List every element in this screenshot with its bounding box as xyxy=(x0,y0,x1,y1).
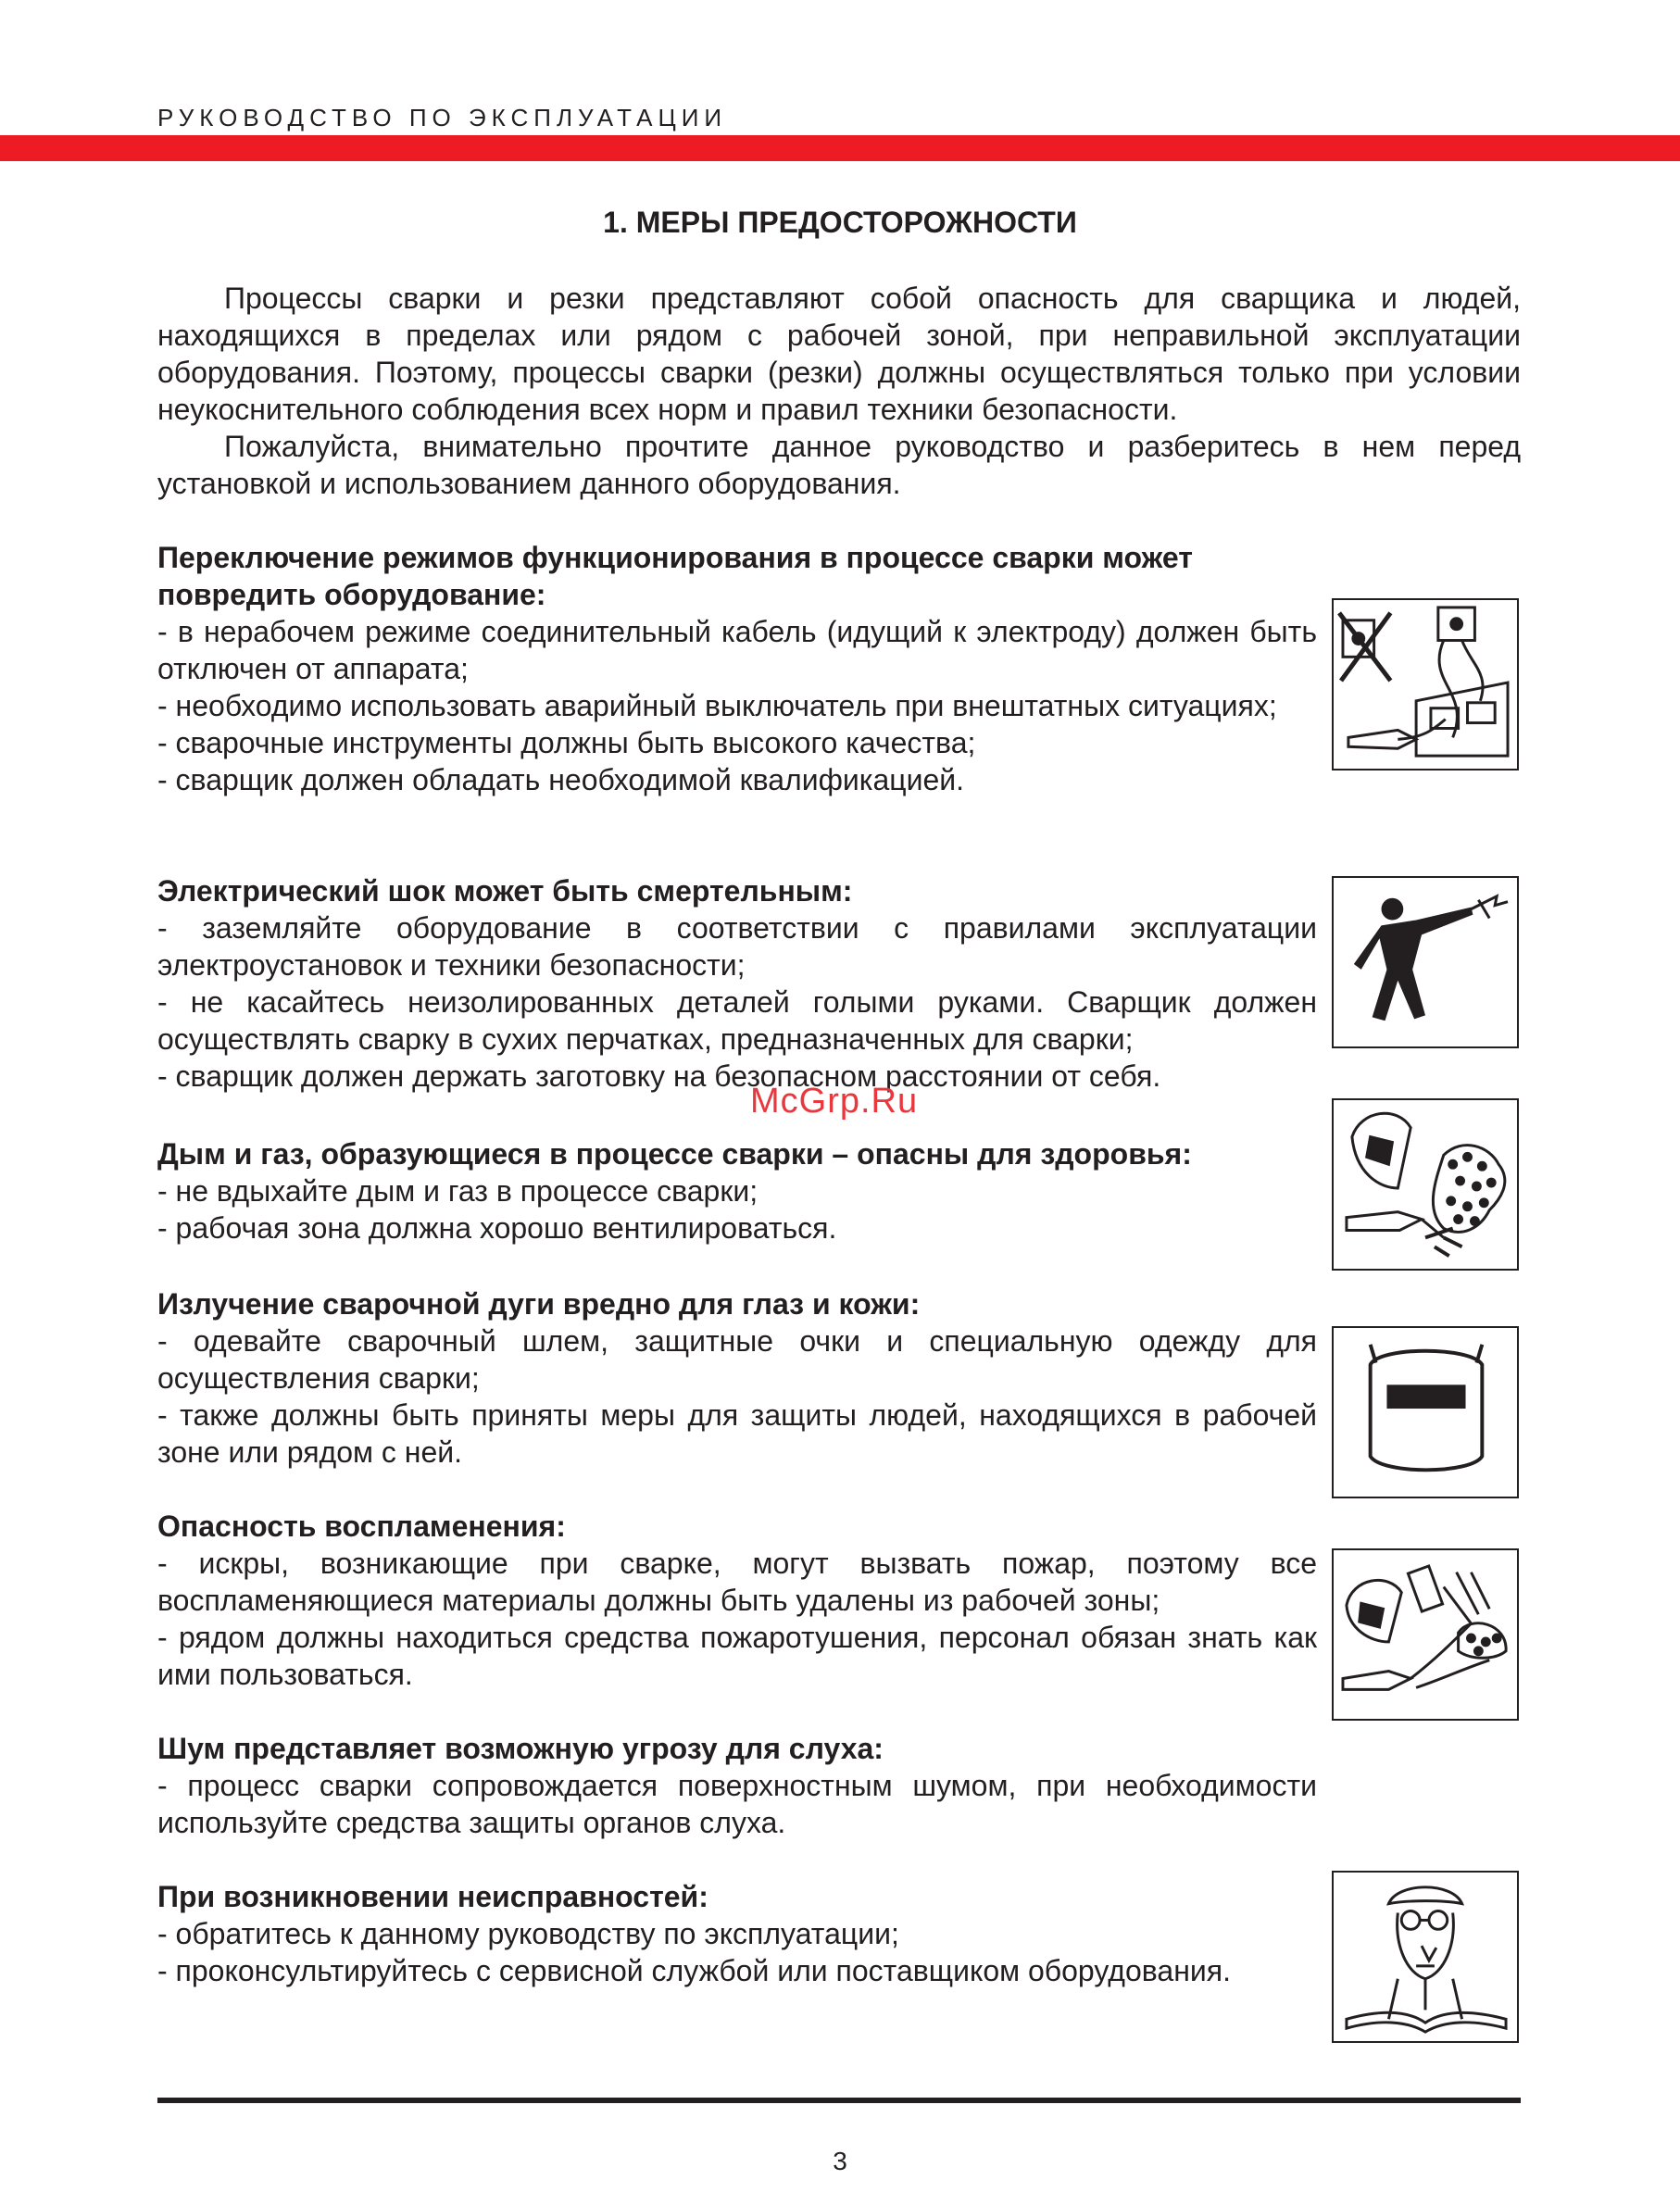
list-item: - сварщик должен держать заготовку на безопасном расстоянии от себя. xyxy=(157,1059,1161,1093)
list-item: - одевайте сварочный шлем, защитные очки и специальную одежду для осуществления сварки; xyxy=(157,1324,1317,1395)
section-fumes xyxy=(157,1135,1317,1247)
list-item: - искры, возникающие при сварке, могут вызвать пожар, поэтому все воспламеняющиеся материалы должны быть удалены из рабочей зоны; xyxy=(157,1547,1317,1617)
watermark: McGrp.Ru xyxy=(750,1082,919,1121)
welding-helmet-icon xyxy=(1332,1326,1519,1498)
welding-fumes-icon xyxy=(1332,1098,1519,1271)
section-fire-hazard xyxy=(157,1508,1317,1693)
list-item: - рядом должны находиться средства пожаротушения, персонал обязан знать как ими пользоваться. xyxy=(157,1621,1317,1691)
section-heading: Опасность воспламенения: xyxy=(157,1510,566,1543)
fire-hazard-icon xyxy=(1332,1548,1519,1721)
list-item: - заземляйте оборудование в соответствии с правилами эксплуатации электроустановок и техники безопасности; xyxy=(157,911,1317,982)
section-heading: Шум представляет возможную угрозу для слуха: xyxy=(157,1732,884,1765)
section-mode-switching xyxy=(157,539,1317,798)
list-item: - сварочные инструменты должны быть высокого качества; xyxy=(157,726,976,759)
section-heading: Излучение сварочной дуги вредно для глаз и кожи: xyxy=(157,1287,921,1321)
list-item: - сварщик должен обладать необходимой квалификацией. xyxy=(157,763,965,796)
footer-rule xyxy=(157,2098,1521,2103)
read-manual-icon xyxy=(1332,1871,1519,2043)
intro-paragraph: Процессы сварки и резки представляют собой опасность для сварщика и людей, находящихся в пределах или рядом с рабочей зоной, при неправильной эксплуатации оборудования. Поэтому, процессы сварки (резки) должны осуществляться только при условии неукоснительного соблюдения всех норм и правил техники безопасности. xyxy=(157,282,1521,426)
intro-text xyxy=(157,280,1521,502)
page-title: 1. МЕРЫ ПРЕДОСТОРОЖНОСТИ xyxy=(603,206,1077,239)
list-item: - процесс сварки сопровождается поверхностным шумом, при необходимости используйте средства защиты органов слуха. xyxy=(157,1769,1317,1839)
running-header: РУКОВОДСТВО ПО ЭКСПЛУАТАЦИИ xyxy=(157,104,728,132)
list-item: - рабочая зона должна хорошо вентилироваться. xyxy=(157,1211,837,1245)
page-number: 3 xyxy=(833,2147,847,2175)
section-heading: Электрический шок может быть смертельным: xyxy=(157,874,853,908)
section-noise xyxy=(157,1730,1317,1841)
list-item: - в нерабочем режиме соединительный кабель (идущий к электроду) должен быть отключен от аппарата; xyxy=(157,615,1317,685)
list-item: - необходимо использовать аварийный выключатель при внештатных ситуациях; xyxy=(157,689,1277,722)
section-heading: Переключение режимов функционирования в процессе сварки может повредить оборудование: xyxy=(157,541,1193,611)
list-item: - также должны быть приняты меры для защиты людей, находящихся в рабочей зоне или рядом с ней. xyxy=(157,1398,1317,1469)
section-malfunctions xyxy=(157,1878,1317,1989)
section-heading: При возникновении неисправностей: xyxy=(157,1880,708,1913)
section-arc-radiation xyxy=(157,1285,1317,1471)
list-item: - обратитесь к данному руководству по эксплуатации; xyxy=(157,1917,899,1950)
list-item: - не касайтесь неизолированных деталей голыми руками. Сварщик должен осуществлять сварку в сухих перчатках, предназначенных для сварки; xyxy=(157,985,1317,1056)
electric-shock-icon xyxy=(1332,876,1519,1048)
section-electric-shock xyxy=(157,872,1317,1095)
unplug-cable-warning-icon xyxy=(1332,598,1519,770)
header-red-band xyxy=(0,135,1680,161)
intro-paragraph: Пожалуйста, внимательно прочтите данное руководство и разберитесь в нем перед установкой и использованием данного оборудования. xyxy=(157,430,1521,500)
list-item: - не вдыхайте дым и газ в процессе сварки; xyxy=(157,1174,759,1208)
list-item: - проконсультируйтесь с сервисной службой или поставщиком оборудования. xyxy=(157,1954,1231,1987)
section-heading: Дым и газ, образующиеся в процессе сварки – опасны для здоровья: xyxy=(157,1137,1192,1171)
